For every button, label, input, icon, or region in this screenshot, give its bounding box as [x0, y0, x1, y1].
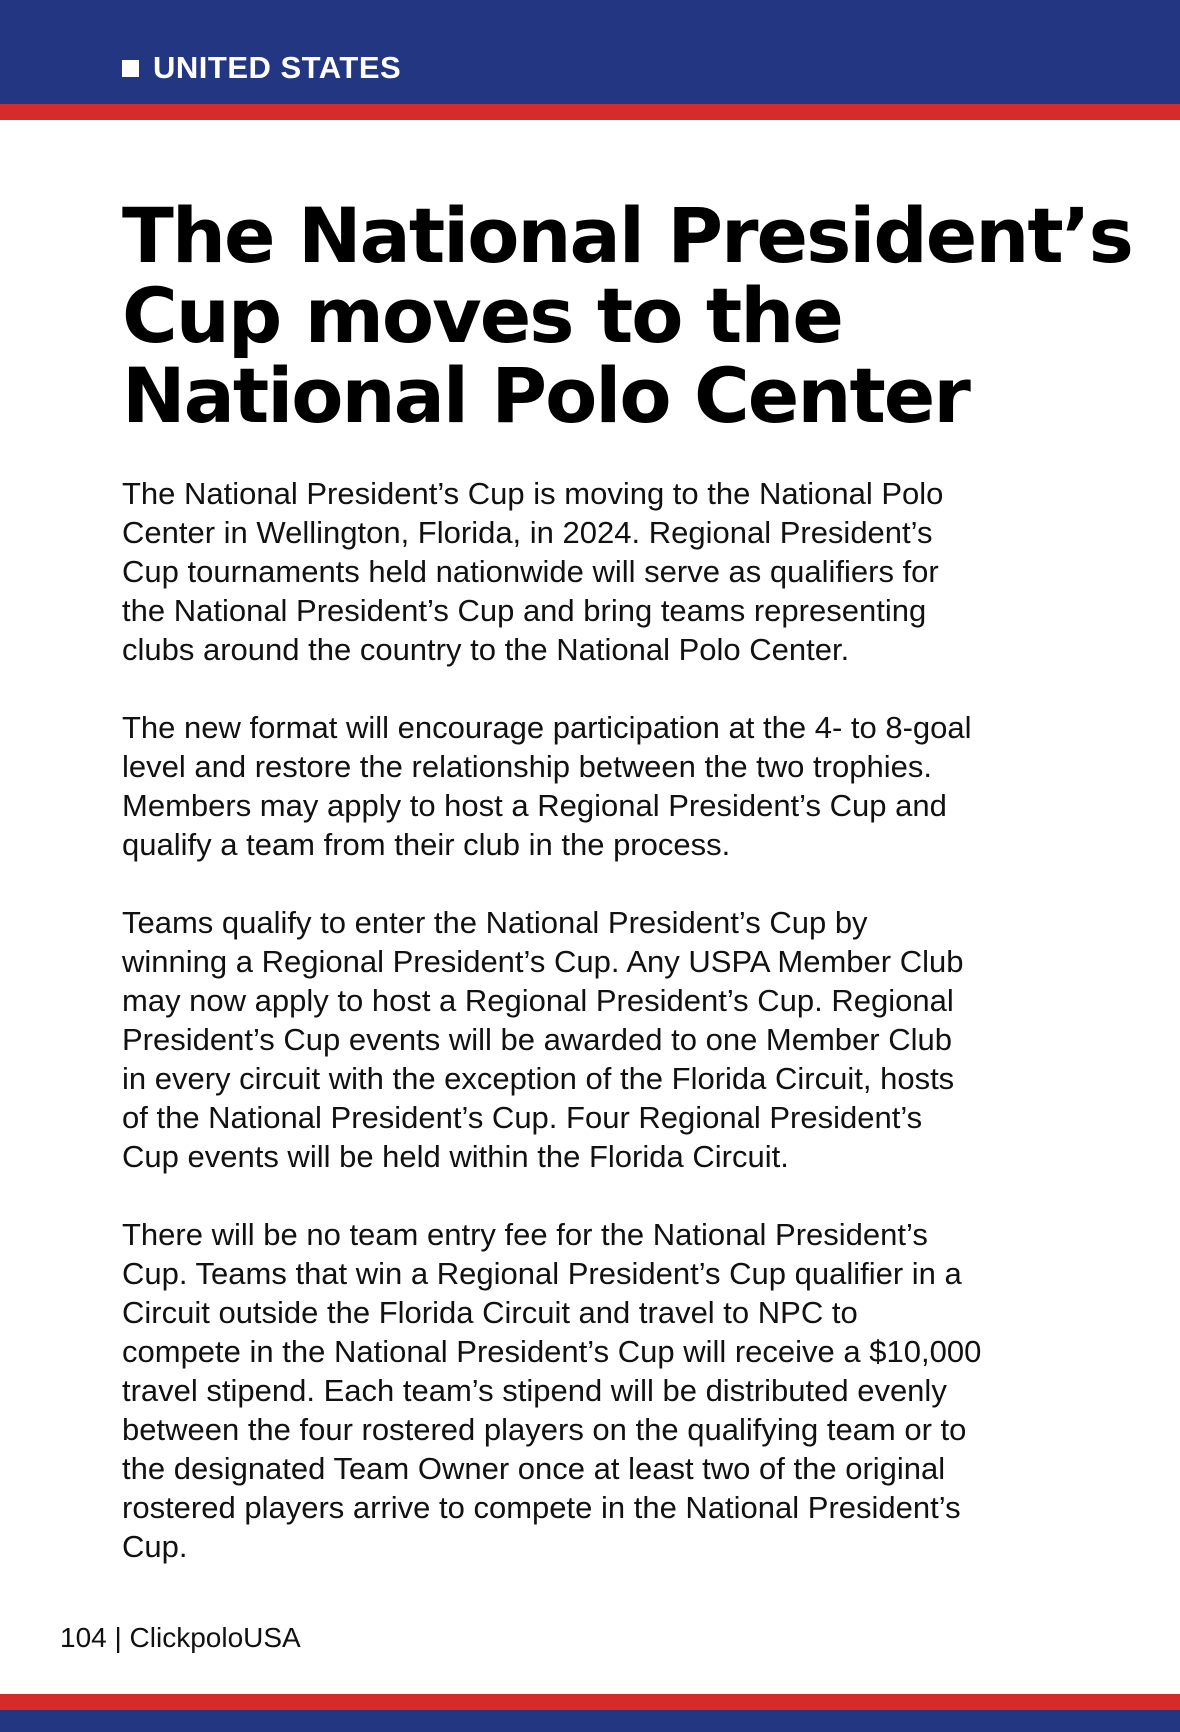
body-line: the designated Team Owner once at least two of the original — [122, 1451, 946, 1486]
footer-stripe — [0, 1694, 1180, 1710]
body-line: Members may apply to host a Regional President’s Cup and — [122, 788, 947, 823]
body-line: in every circuit with the exception of the Florida Circuit, hosts — [122, 1061, 955, 1096]
article-body — [122, 474, 1082, 1605]
body-line: winning a Regional President’s Cup. Any USPA Member Club — [122, 944, 964, 979]
header-stripe — [0, 104, 1180, 120]
body-line: rostered players arrive to compete in the National President’s — [122, 1490, 961, 1525]
body-line: Cup events will be held within the Florida Circuit. — [122, 1139, 789, 1174]
headline-line: National Polo Center — [122, 351, 969, 440]
headline-line: The National President’s — [122, 191, 1132, 280]
body-line: of the National President’s Cup. Four Regional President’s — [122, 1100, 923, 1135]
body-line: Center in Wellington, Florida, in 2024. Regional President’s — [122, 515, 933, 550]
body-line: The new format will encourage participation at the 4- to 8-goal — [122, 710, 972, 745]
body-line: compete in the National President’s Cup will receive a $10,000 — [122, 1334, 982, 1369]
body-line: Teams qualify to enter the National President’s Cup by — [122, 905, 868, 940]
body-line: qualify a team from their club in the process. — [122, 827, 731, 862]
footer-band — [0, 1710, 1180, 1732]
body-line: between the four rostered players on the qualifying team or to — [122, 1412, 967, 1447]
paragraph-2 — [122, 708, 1082, 864]
paragraph-4 — [122, 1215, 1082, 1566]
body-line: Cup. Teams that win a Regional President’s Cup qualifier in a — [122, 1256, 962, 1291]
square-icon — [122, 60, 139, 77]
body-line: the National President’s Cup and bring teams representing — [122, 593, 927, 628]
page-footer: 104 | ClickpoloUSA — [60, 1622, 301, 1653]
body-line: Cup tournaments held nationwide will serve as qualifiers for — [122, 554, 939, 589]
body-line: There will be no team entry fee for the National President’s — [122, 1217, 928, 1252]
body-line: clubs around the country to the National Polo Center. — [122, 632, 850, 667]
body-line: Cup. — [122, 1529, 188, 1564]
body-line: level and restore the relationship between the two trophies. — [122, 749, 932, 784]
body-line: travel stipend. Each team’s stipend will be distributed evenly — [122, 1373, 947, 1408]
section-label-text: UNITED STATES — [153, 50, 402, 85]
article-headline — [122, 191, 1132, 440]
headline-line: Cup moves to the — [122, 271, 842, 360]
paragraph-1 — [122, 474, 1082, 669]
paragraph-3 — [122, 903, 1082, 1176]
body-line: President’s Cup events will be awarded to one Member Club — [122, 1022, 952, 1057]
body-line: The National President’s Cup is moving to the National Polo — [122, 476, 944, 511]
body-line: may now apply to host a Regional President’s Cup. Regional — [122, 983, 954, 1018]
body-line: Circuit outside the Florida Circuit and travel to NPC to — [122, 1295, 858, 1330]
section-label — [122, 48, 401, 88]
